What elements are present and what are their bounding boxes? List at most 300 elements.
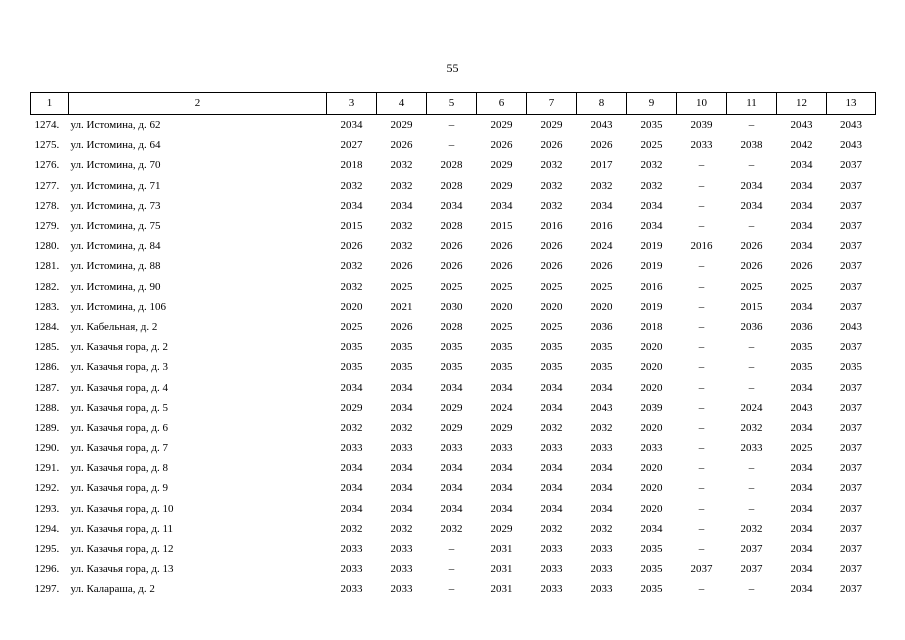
year-cell: 2033	[340, 442, 363, 455]
year-cell: 2030	[440, 300, 463, 313]
year-cell: –	[698, 220, 705, 233]
year-cell: 2034	[790, 482, 813, 495]
row-number: 1283.	[34, 300, 60, 313]
year-cell: 2034	[490, 502, 513, 515]
year-cell: 2031	[490, 543, 513, 556]
year-cell: 2034	[590, 502, 613, 515]
table-row	[31, 256, 876, 276]
year-cell: –	[748, 381, 755, 394]
year-cell: 2032	[390, 220, 413, 233]
year-cell: 2037	[840, 442, 862, 455]
year-cell: 2032	[390, 522, 413, 535]
year-cell: 2035	[640, 563, 663, 576]
year-cell: 2037	[840, 199, 862, 212]
address-cell: ул. Истомина, д. 73	[70, 199, 161, 212]
year-cell: 2039	[640, 401, 663, 414]
year-cell: 2020	[590, 300, 613, 313]
address-cell: ул. Истомина, д. 62	[70, 119, 161, 132]
year-cell: 2034	[390, 482, 413, 495]
year-cell: 2026	[340, 240, 363, 253]
row-number: 1289.	[34, 421, 60, 434]
year-cell: 2016	[590, 220, 613, 233]
row-number: 1293.	[34, 502, 60, 515]
year-cell: 2033	[390, 442, 413, 455]
year-cell: 2025	[790, 442, 813, 455]
year-cell: 2034	[490, 381, 513, 394]
year-cell: 2032	[590, 421, 613, 434]
year-cell: 2027	[340, 139, 363, 152]
year-cell: 2020	[490, 300, 513, 313]
year-cell: 2016	[690, 240, 713, 253]
year-cell: 2035	[540, 341, 563, 354]
row-number: 1274.	[34, 119, 60, 132]
year-cell: 2034	[590, 482, 613, 495]
year-cell: 2034	[790, 462, 813, 475]
column-header: 12	[777, 93, 827, 115]
year-cell: 2038	[740, 139, 763, 152]
year-cell: 2034	[790, 220, 813, 233]
year-cell: 2034	[490, 462, 513, 475]
year-cell: –	[748, 502, 755, 515]
year-cell: 2037	[840, 462, 862, 475]
address-cell: ул. Казачья гора, д. 9	[70, 482, 168, 495]
year-cell: 2034	[440, 482, 463, 495]
year-cell: 2020	[640, 502, 663, 515]
year-cell: 2033	[390, 563, 413, 576]
address-cell: ул. Истомина, д. 64	[70, 139, 161, 152]
year-cell: 2020	[640, 341, 663, 354]
year-cell: 2032	[540, 159, 563, 172]
table-row	[31, 236, 876, 256]
year-cell: 2033	[390, 583, 413, 596]
table-body	[31, 115, 876, 600]
year-cell: 2025	[740, 280, 763, 293]
year-cell: 2025	[490, 320, 513, 333]
year-cell: 2035	[440, 341, 463, 354]
year-cell: 2026	[590, 139, 613, 152]
row-number: 1275.	[34, 139, 60, 152]
year-cell: 2032	[340, 179, 363, 192]
year-cell: –	[698, 502, 705, 515]
year-cell: 2028	[440, 320, 463, 333]
year-cell: 2025	[540, 320, 563, 333]
year-cell: 2034	[790, 543, 813, 556]
table-row	[31, 135, 876, 155]
year-cell: 2036	[790, 320, 813, 333]
year-cell: –	[698, 361, 705, 374]
year-cell: 2034	[540, 381, 563, 394]
table-row	[31, 337, 876, 357]
year-cell: 2028	[440, 159, 463, 172]
year-cell: –	[448, 583, 455, 596]
year-cell: 2034	[490, 482, 513, 495]
year-cell: 2035	[640, 119, 663, 132]
address-cell: ул. Калараша, д. 2	[70, 583, 155, 596]
year-cell: 2032	[340, 260, 363, 273]
year-cell: –	[698, 199, 705, 212]
year-cell: 2025	[790, 280, 813, 293]
row-number: 1281.	[34, 260, 60, 273]
year-cell: 2032	[390, 179, 413, 192]
column-header: 5	[427, 93, 477, 115]
year-cell: 2035	[440, 361, 463, 374]
year-cell: 2026	[740, 240, 763, 253]
year-cell: 2034	[740, 179, 763, 192]
year-cell: 2037	[840, 179, 862, 192]
year-cell: 2033	[590, 442, 613, 455]
address-cell: ул. Казачья гора, д. 13	[70, 563, 174, 576]
table-row	[31, 176, 876, 196]
year-cell: 2037	[840, 240, 862, 253]
year-cell: 2034	[790, 300, 813, 313]
year-cell: –	[448, 119, 455, 132]
year-cell: 2033	[340, 583, 363, 596]
year-cell: 2019	[640, 240, 663, 253]
year-cell: 2034	[790, 583, 813, 596]
year-cell: 2016	[540, 220, 563, 233]
year-cell: 2034	[540, 502, 563, 515]
year-cell: 2026	[490, 139, 513, 152]
year-cell: 2034	[590, 199, 613, 212]
table-row	[31, 478, 876, 498]
column-header: 4	[377, 93, 427, 115]
row-number: 1296.	[34, 563, 60, 576]
year-cell: –	[748, 159, 755, 172]
year-cell: 2034	[790, 199, 813, 212]
year-cell: 2033	[540, 563, 563, 576]
year-cell: 2033	[540, 543, 563, 556]
year-cell: 2034	[340, 381, 363, 394]
address-cell: ул. Казачья гора, д. 10	[70, 502, 174, 515]
year-cell: –	[748, 361, 755, 374]
year-cell: 2034	[440, 462, 463, 475]
table-row	[31, 559, 876, 579]
year-cell: 2032	[590, 179, 613, 192]
table-row	[31, 196, 876, 216]
year-cell: 2033	[490, 442, 513, 455]
table-row	[31, 519, 876, 539]
year-cell: 2037	[840, 260, 862, 273]
address-cell: ул. Истомина, д. 106	[70, 300, 166, 313]
table-row	[31, 539, 876, 559]
page-number: 55	[446, 61, 459, 75]
row-number: 1291.	[34, 462, 60, 475]
year-cell: 2035	[490, 341, 513, 354]
address-cell: ул. Казачья гора, д. 2	[70, 341, 168, 354]
year-cell: 2035	[840, 361, 862, 374]
year-cell: 2034	[640, 220, 663, 233]
row-number: 1276.	[34, 159, 60, 172]
column-header: 2	[69, 93, 327, 115]
column-header: 7	[527, 93, 577, 115]
table-row	[31, 357, 876, 377]
year-cell: 2037	[840, 220, 862, 233]
year-cell: 2021	[390, 300, 413, 313]
year-cell: 2034	[490, 199, 513, 212]
year-cell: 2026	[440, 260, 463, 273]
year-cell: 2015	[740, 300, 763, 313]
year-cell: 2026	[490, 260, 513, 273]
year-cell: 2034	[540, 482, 563, 495]
column-header: 13	[827, 93, 876, 115]
year-cell: 2032	[740, 421, 763, 434]
row-number: 1297.	[34, 583, 60, 596]
year-cell: 2020	[640, 482, 663, 495]
year-cell: 2032	[440, 522, 463, 535]
year-cell: 2032	[590, 522, 613, 535]
year-cell: 2024	[740, 401, 763, 414]
year-cell: 2035	[640, 543, 663, 556]
table-row	[31, 499, 876, 519]
year-cell: 2037	[840, 159, 862, 172]
column-header: 1	[31, 93, 69, 115]
year-cell: 2033	[590, 543, 613, 556]
year-cell: 2034	[640, 522, 663, 535]
year-cell: 2036	[740, 320, 763, 333]
year-cell: –	[698, 260, 705, 273]
year-cell: 2033	[740, 442, 763, 455]
year-cell: 2034	[340, 502, 363, 515]
year-cell: 2029	[440, 421, 463, 434]
year-cell: 2035	[390, 361, 413, 374]
year-cell: 2032	[390, 421, 413, 434]
year-cell: 2035	[490, 361, 513, 374]
year-cell: 2018	[640, 320, 663, 333]
year-cell: 2036	[590, 320, 613, 333]
year-cell: 2042	[790, 139, 813, 152]
year-cell: 2037	[840, 401, 862, 414]
year-cell: 2033	[340, 563, 363, 576]
year-cell: 2039	[690, 119, 713, 132]
year-cell: 2034	[390, 502, 413, 515]
row-number: 1285.	[34, 341, 60, 354]
year-cell: 2033	[590, 583, 613, 596]
address-cell: ул. Казачья гора, д. 4	[70, 381, 168, 394]
column-header: 11	[727, 93, 777, 115]
year-cell: 2032	[540, 421, 563, 434]
year-cell: 2034	[590, 381, 613, 394]
year-cell: 2037	[840, 421, 862, 434]
row-number: 1279.	[34, 220, 60, 233]
year-cell: 2017	[590, 159, 613, 172]
year-cell: 2033	[690, 139, 713, 152]
year-cell: 2033	[390, 543, 413, 556]
year-cell: 2019	[640, 260, 663, 273]
year-cell: –	[698, 159, 705, 172]
year-cell: 2025	[440, 280, 463, 293]
year-cell: 2034	[790, 421, 813, 434]
year-cell: 2032	[540, 522, 563, 535]
row-number: 1278.	[34, 199, 60, 212]
year-cell: 2031	[490, 563, 513, 576]
year-cell: –	[698, 522, 705, 535]
year-cell: 2032	[540, 179, 563, 192]
year-cell: –	[698, 320, 705, 333]
year-cell: 2026	[440, 240, 463, 253]
address-cell: ул. Казачья гора, д. 7	[70, 442, 168, 455]
year-cell: 2029	[490, 421, 513, 434]
year-cell: 2035	[590, 341, 613, 354]
year-cell: 2034	[440, 199, 463, 212]
year-cell: 2026	[390, 320, 413, 333]
row-number: 1282.	[34, 280, 60, 293]
year-cell: 2037	[840, 341, 862, 354]
year-cell: 2026	[390, 260, 413, 273]
table-row	[31, 155, 876, 175]
year-cell: –	[698, 401, 705, 414]
year-cell: 2034	[590, 462, 613, 475]
year-cell: –	[748, 583, 755, 596]
year-cell: 2032	[340, 421, 363, 434]
year-cell: 2037	[840, 482, 862, 495]
year-cell: 2043	[590, 401, 613, 414]
address-cell: ул. Казачья гора, д. 3	[70, 361, 168, 374]
year-cell: 2037	[840, 522, 862, 535]
year-cell: 2029	[490, 159, 513, 172]
year-cell: 2029	[490, 522, 513, 535]
year-cell: 2043	[590, 119, 613, 132]
year-cell: –	[448, 139, 455, 152]
year-cell: 2020	[640, 381, 663, 394]
address-cell: ул. Казачья гора, д. 6	[70, 421, 168, 434]
row-number: 1280.	[34, 240, 60, 253]
year-cell: 2037	[840, 543, 862, 556]
table-row	[31, 216, 876, 236]
year-cell: 2043	[840, 139, 862, 152]
year-cell: 2032	[390, 159, 413, 172]
year-cell: 2034	[340, 119, 363, 132]
table-row	[31, 398, 876, 418]
year-cell: 2037	[840, 563, 862, 576]
year-cell: –	[698, 442, 705, 455]
year-cell: 2026	[390, 139, 413, 152]
column-header: 10	[677, 93, 727, 115]
year-cell: 2034	[790, 522, 813, 535]
year-cell: 2020	[640, 462, 663, 475]
year-cell: 2032	[390, 240, 413, 253]
year-cell: 2034	[440, 502, 463, 515]
column-header: 9	[627, 93, 677, 115]
year-cell: 2034	[790, 381, 813, 394]
year-cell: 2035	[790, 361, 813, 374]
year-cell: 2034	[790, 159, 813, 172]
address-cell: ул. Кабельная, д. 2	[70, 320, 158, 333]
year-cell: 2031	[490, 583, 513, 596]
column-header: 6	[477, 93, 527, 115]
year-cell: 2032	[640, 179, 663, 192]
year-cell: –	[698, 341, 705, 354]
address-cell: ул. Истомина, д. 70	[70, 159, 161, 172]
address-cell: ул. Истомина, д. 90	[70, 280, 161, 293]
year-cell: 2028	[440, 179, 463, 192]
year-cell: 2037	[840, 583, 862, 596]
address-cell: ул. Истомина, д. 84	[70, 240, 161, 253]
table-row	[31, 115, 876, 136]
year-cell: 2034	[790, 179, 813, 192]
year-cell: 2035	[390, 341, 413, 354]
year-cell: 2024	[490, 401, 513, 414]
year-cell: 2019	[640, 300, 663, 313]
year-cell: 2033	[340, 543, 363, 556]
year-cell: 2024	[590, 240, 613, 253]
year-cell: 2026	[740, 260, 763, 273]
year-cell: 2029	[490, 119, 513, 132]
year-cell: 2029	[340, 401, 363, 414]
year-cell: 2026	[540, 260, 563, 273]
year-cell: 2043	[790, 119, 813, 132]
column-header: 8	[577, 93, 627, 115]
year-cell: 2029	[390, 119, 413, 132]
year-cell: 2035	[340, 341, 363, 354]
year-cell: 2035	[340, 361, 363, 374]
address-cell: ул. Истомина, д. 88	[70, 260, 161, 273]
year-cell: –	[698, 583, 705, 596]
year-cell: 2034	[540, 462, 563, 475]
year-cell: 2033	[540, 442, 563, 455]
year-cell: 2034	[340, 482, 363, 495]
column-header: 3	[327, 93, 377, 115]
row-number: 1294.	[34, 522, 60, 535]
year-cell: 2034	[440, 381, 463, 394]
year-cell: 2026	[540, 240, 563, 253]
year-cell: 2043	[840, 119, 862, 132]
address-cell: ул. Казачья гора, д. 11	[70, 522, 174, 535]
year-cell: 2033	[440, 442, 463, 455]
year-cell: 2033	[590, 563, 613, 576]
year-cell: 2034	[340, 199, 363, 212]
year-cell: 2037	[740, 543, 763, 556]
table-row	[31, 418, 876, 438]
year-cell: 2034	[340, 462, 363, 475]
year-cell: 2029	[440, 401, 463, 414]
year-cell: 2035	[790, 341, 813, 354]
year-cell: 2032	[740, 522, 763, 535]
year-cell: 2034	[540, 401, 563, 414]
row-number: 1295.	[34, 543, 60, 556]
year-cell: –	[448, 563, 455, 576]
year-cell: –	[698, 421, 705, 434]
year-cell: 2026	[790, 260, 813, 273]
address-cell: ул. Казачья гора, д. 5	[70, 401, 168, 414]
year-cell: –	[748, 220, 755, 233]
address-cell: ул. Истомина, д. 71	[70, 179, 161, 192]
year-cell: 2033	[540, 583, 563, 596]
year-cell: 2037	[840, 280, 862, 293]
year-cell: –	[698, 179, 705, 192]
row-number: 1287.	[34, 381, 60, 394]
address-cell: ул. Истомина, д. 75	[70, 220, 161, 233]
year-cell: 2032	[540, 199, 563, 212]
table-row	[31, 317, 876, 337]
year-cell: 2043	[840, 320, 862, 333]
year-cell: 2018	[340, 159, 363, 172]
year-cell: 2034	[390, 462, 413, 475]
repair-schedule-table	[30, 92, 876, 600]
address-cell: ул. Казачья гора, д. 12	[70, 543, 174, 556]
year-cell: 2037	[840, 381, 862, 394]
year-cell: 2034	[790, 240, 813, 253]
year-cell: 2026	[540, 139, 563, 152]
year-cell: 2034	[390, 381, 413, 394]
year-cell: 2037	[840, 502, 862, 515]
header-row	[31, 93, 876, 115]
year-cell: –	[698, 543, 705, 556]
year-cell: 2034	[790, 563, 813, 576]
year-cell: 2029	[540, 119, 563, 132]
year-cell: 2025	[340, 320, 363, 333]
year-cell: 2032	[340, 280, 363, 293]
year-cell: 2026	[590, 260, 613, 273]
